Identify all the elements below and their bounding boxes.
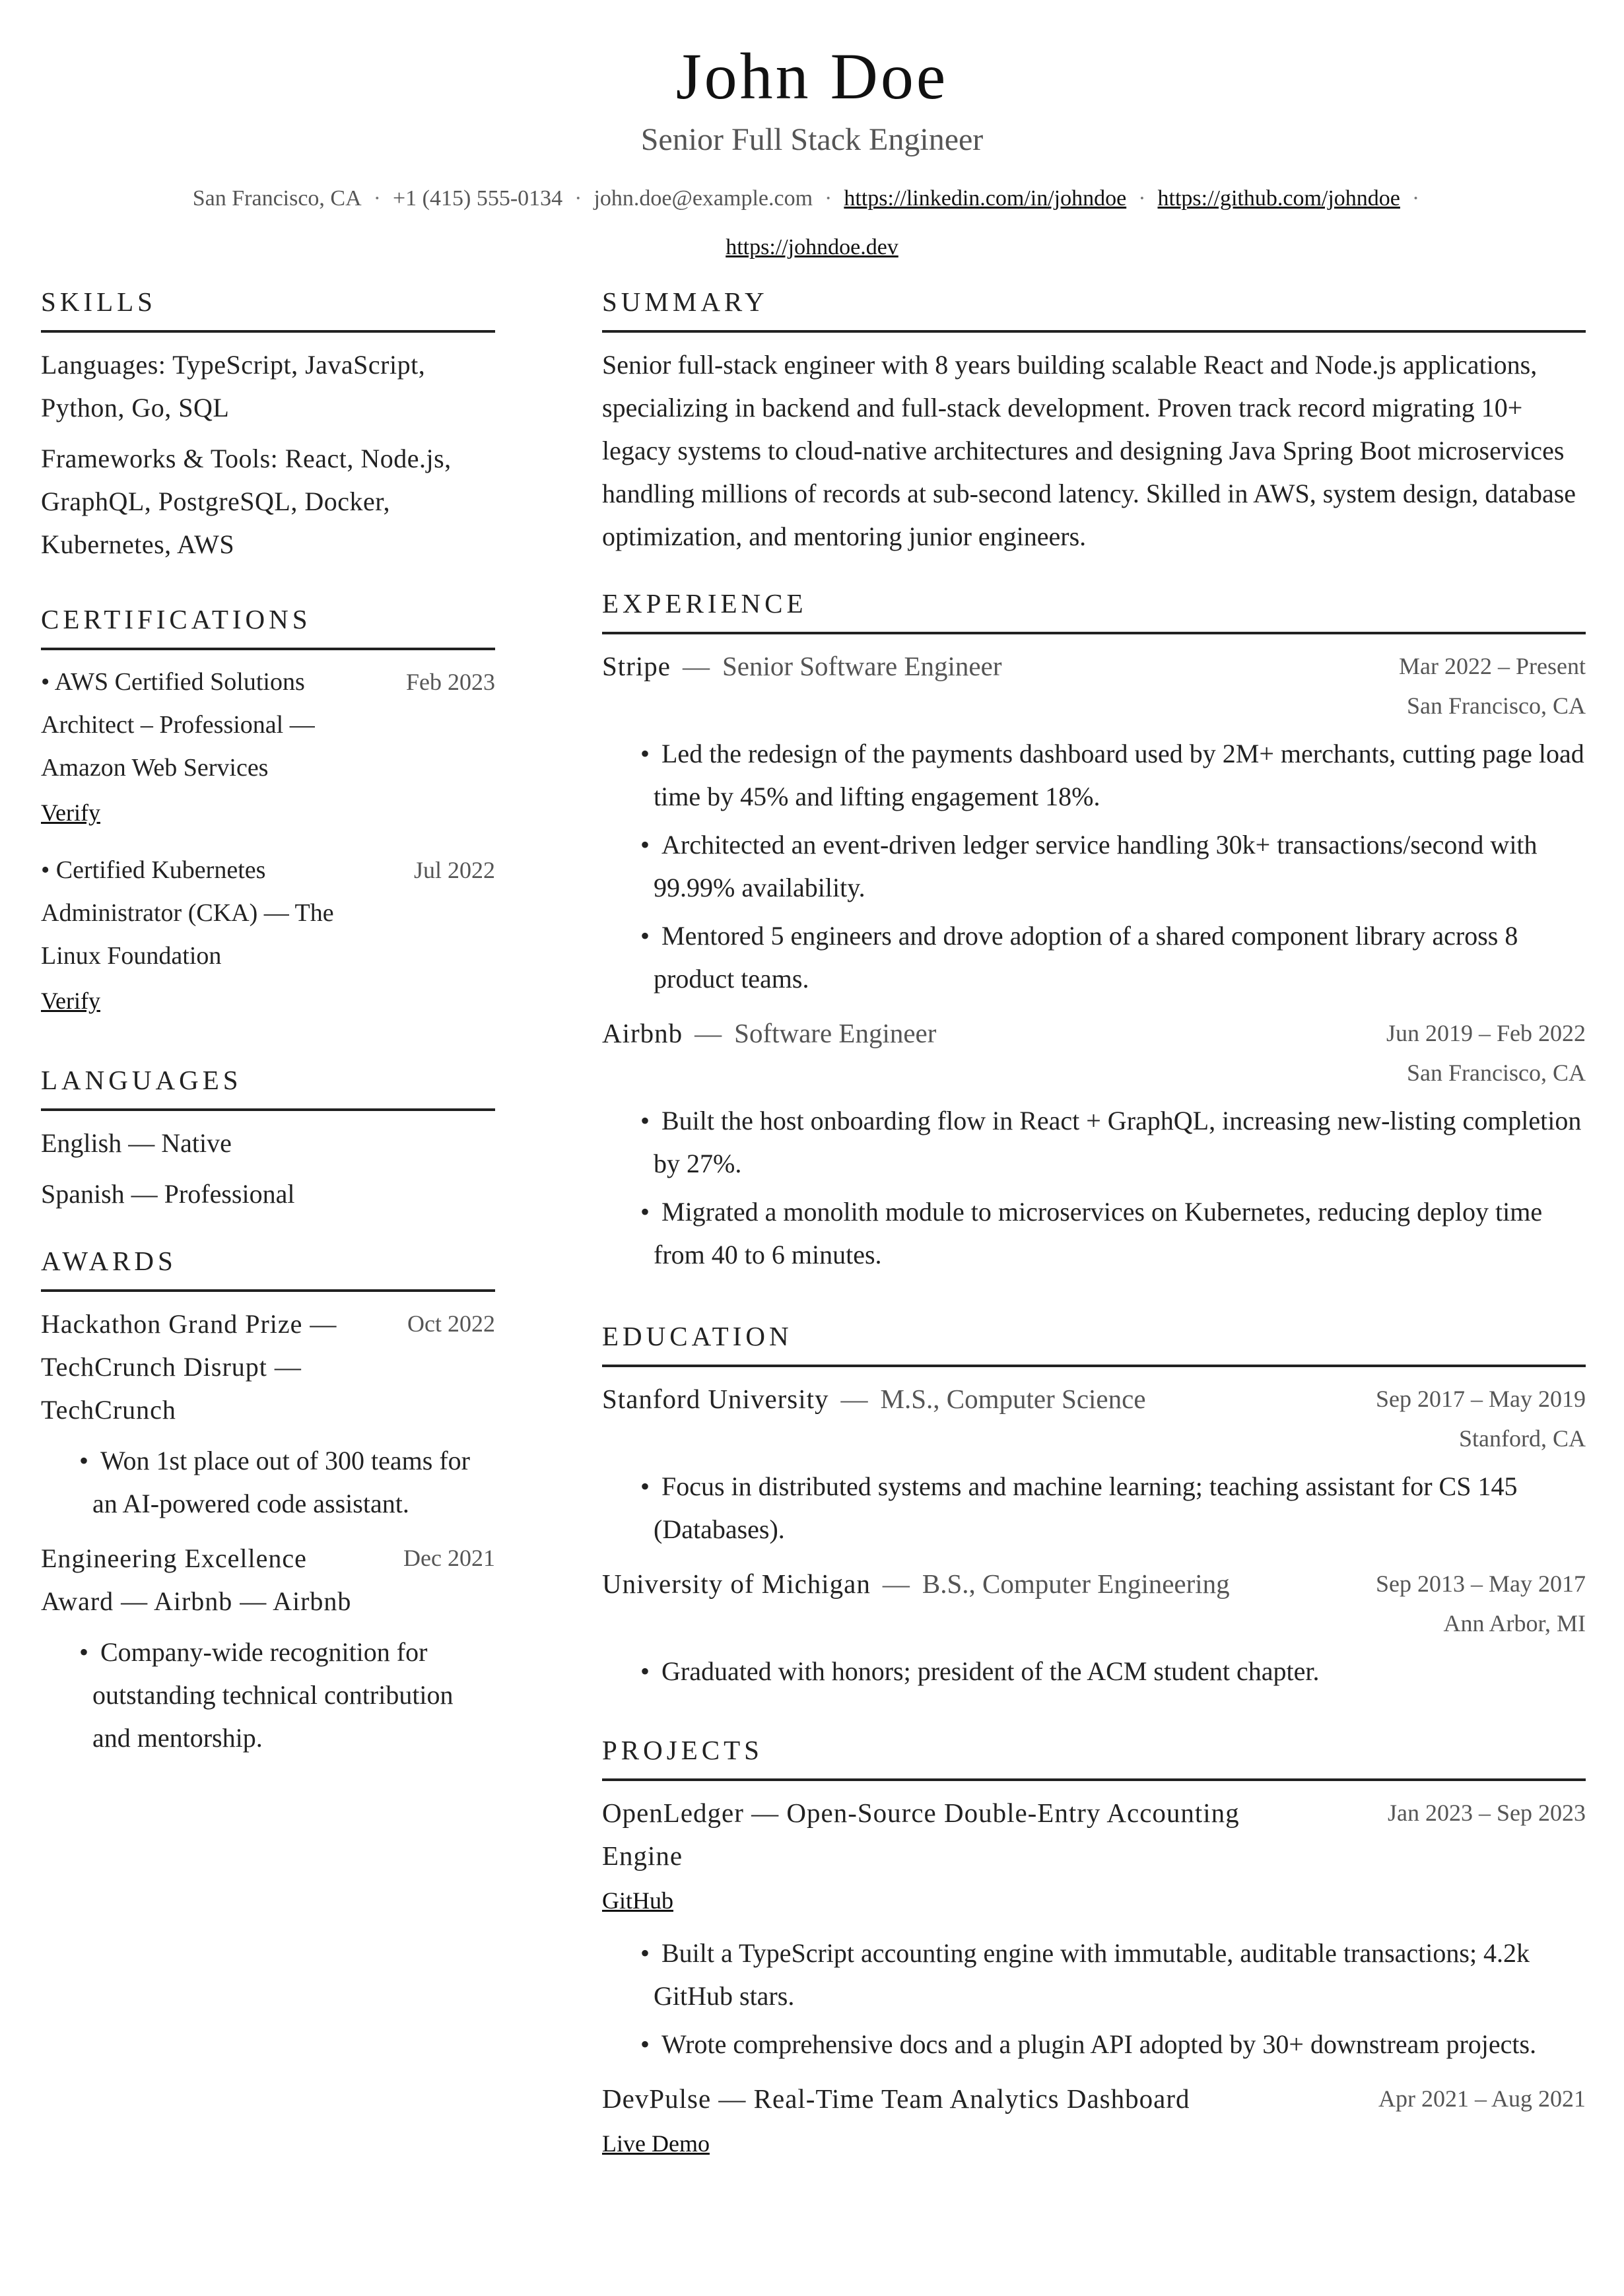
dash: — bbox=[682, 651, 710, 681]
certification-date: Jul 2022 bbox=[413, 857, 495, 883]
section-rule bbox=[41, 1108, 495, 1111]
section-title-languages: LANGUAGES bbox=[41, 1065, 242, 1095]
verify-link[interactable]: Verify bbox=[41, 799, 100, 826]
language-item: English — Native bbox=[41, 1128, 232, 1158]
certifications-section bbox=[41, 600, 495, 1024]
section-title-education: EDUCATION bbox=[602, 1321, 793, 1351]
job-heading bbox=[602, 1012, 936, 1055]
resume-header bbox=[0, 37, 1624, 272]
section-rule bbox=[41, 330, 495, 333]
certification-date: Feb 2023 bbox=[406, 669, 495, 695]
separator: · bbox=[373, 186, 381, 211]
languages-section bbox=[41, 1061, 495, 1215]
award-bullet: • Company-wide recognition for outstanding technical contribution and mentorship. bbox=[73, 1631, 495, 1759]
education-heading bbox=[602, 1563, 1230, 1605]
award-item bbox=[41, 1302, 495, 1525]
project-name: DevPulse — Real-Time Team Analytics Dashboard bbox=[602, 2083, 1190, 2114]
job-bullet: • Built the host onboarding flow in React + GraphQL, increasing new-listing completion by 27%. bbox=[634, 1099, 1586, 1185]
award-date: Dec 2021 bbox=[403, 1545, 495, 1571]
verify-link[interactable]: Verify bbox=[41, 988, 100, 1014]
job-location: San Francisco, CA bbox=[1407, 692, 1586, 719]
job-location: San Francisco, CA bbox=[1407, 1060, 1586, 1086]
linkedin-link[interactable]: https://linkedin.com/in/johndoe bbox=[844, 186, 1127, 211]
section-rule bbox=[41, 1289, 495, 1292]
section-rule bbox=[602, 1365, 1586, 1367]
job-title: Senior Software Engineer bbox=[722, 651, 1002, 681]
job-bullet: • Migrated a monolith module to microservices on Kubernetes, reducing deploy time from 40 to 6 minutes. bbox=[634, 1190, 1586, 1276]
award-item bbox=[41, 1537, 495, 1759]
section-title-projects: PROJECTS bbox=[602, 1735, 763, 1765]
dash: — bbox=[694, 1018, 723, 1048]
live-demo-link[interactable]: Live Demo bbox=[602, 2130, 710, 2157]
section-title-skills: SKILLS bbox=[41, 287, 156, 317]
website-link[interactable]: https://johndoe.dev bbox=[726, 235, 898, 259]
candidate-name: John Doe bbox=[675, 40, 949, 113]
company-name: Airbnb bbox=[602, 1018, 683, 1048]
job-bullet: • Architected an event-driven ledger service handling 30k+ transactions/second with 99.99% availability. bbox=[634, 823, 1586, 909]
job-date: Mar 2022 – Present bbox=[1399, 653, 1586, 679]
education-section bbox=[602, 1317, 1586, 1693]
project-name: OpenLedger — Open-Source Double-Entry Accounting Engine bbox=[602, 1798, 1240, 1871]
contact-location: San Francisco, CA bbox=[192, 186, 362, 211]
project-bullet: • Built a TypeScript accounting engine with immutable, auditable transactions; 4.2k GitHub stars. bbox=[634, 1932, 1586, 2017]
education-heading bbox=[602, 1378, 1146, 1421]
separator: · bbox=[825, 186, 832, 211]
education-item bbox=[602, 1563, 1586, 1693]
right-column bbox=[602, 283, 1586, 2178]
education-date: Sep 2013 – May 2017 bbox=[1376, 1570, 1586, 1597]
degree: B.S., Computer Engineering bbox=[922, 1569, 1230, 1599]
section-rule bbox=[602, 1778, 1586, 1781]
summary-text: Senior full-stack engineer with 8 years building scalable React and Node.js applications, specializing in backend and full-stack development. Proven track record migrating 10+ legacy systems to cloud-native architectures and designing Java Spring Boot microservices handling millions of records at sub-second latency. Skilled in AWS, system design, database optimization, and mentoring junior engineers. bbox=[602, 350, 1576, 551]
section-rule bbox=[602, 632, 1586, 634]
education-item bbox=[602, 1378, 1586, 1551]
award-name: Engineering Excellence Award — Airbnb — Airbnb bbox=[41, 1543, 352, 1616]
separator: · bbox=[574, 186, 582, 211]
school-name: Stanford University bbox=[602, 1384, 829, 1414]
project-item bbox=[602, 2077, 1586, 2167]
section-rule bbox=[41, 648, 495, 650]
education-bullet: • Focus in distributed systems and machine learning; teaching assistant for CS 145 (Databases). bbox=[634, 1465, 1586, 1551]
contact-phone: +1 (415) 555-0134 bbox=[393, 186, 563, 211]
award-bullet: • Won 1st place out of 300 teams for an AI-powered code assistant. bbox=[73, 1439, 495, 1525]
section-title-summary: SUMMARY bbox=[602, 287, 768, 317]
skill-languages: Languages: TypeScript, JavaScript, Python, Go, SQL bbox=[41, 350, 426, 422]
education-date: Sep 2017 – May 2019 bbox=[1376, 1386, 1586, 1412]
certification-name: • Certified Kubernetes Administrator (CKA) — The Linux Foundation bbox=[41, 856, 334, 970]
separator: · bbox=[1138, 186, 1146, 211]
education-location: Ann Arbor, MI bbox=[1443, 1610, 1586, 1637]
experience-item bbox=[602, 645, 1586, 1000]
job-heading bbox=[602, 645, 1001, 688]
candidate-role: Senior Full Stack Engineer bbox=[640, 122, 984, 157]
language-item: Spanish — Professional bbox=[41, 1179, 295, 1209]
job-bullet: • Mentored 5 engineers and drove adoption of a shared component library across 8 product teams. bbox=[634, 914, 1586, 1000]
dash: — bbox=[882, 1569, 910, 1599]
project-bullet: • Wrote comprehensive docs and a plugin API adopted by 30+ downstream projects. bbox=[634, 2023, 1586, 2066]
certification-item bbox=[41, 661, 495, 836]
projects-section bbox=[602, 1731, 1586, 2167]
section-title-certifications: CERTIFICATIONS bbox=[41, 604, 312, 634]
project-date: Jan 2023 – Sep 2023 bbox=[1388, 1800, 1586, 1826]
separator: · bbox=[1411, 186, 1420, 211]
job-title: Software Engineer bbox=[734, 1018, 937, 1048]
school-name: University of Michigan bbox=[602, 1569, 871, 1599]
certification-item bbox=[41, 849, 495, 1024]
skills-section bbox=[41, 283, 495, 566]
project-date: Apr 2021 – Aug 2021 bbox=[1378, 2085, 1586, 2112]
award-date: Oct 2022 bbox=[407, 1310, 495, 1337]
project-item bbox=[602, 1792, 1586, 2066]
education-location: Stanford, CA bbox=[1459, 1425, 1586, 1452]
award-name: Hackathon Grand Prize — TechCrunch Disrupt — TechCrunch bbox=[41, 1309, 337, 1425]
section-title-experience: EXPERIENCE bbox=[602, 588, 807, 619]
awards-section bbox=[41, 1242, 495, 1759]
dash: — bbox=[840, 1384, 869, 1414]
left-column bbox=[41, 283, 495, 1771]
degree: M.S., Computer Science bbox=[880, 1384, 1146, 1414]
summary-section bbox=[602, 283, 1586, 558]
section-title-awards: AWARDS bbox=[41, 1246, 177, 1276]
education-bullet: • Graduated with honors; president of the ACM student chapter. bbox=[634, 1650, 1586, 1693]
github-link[interactable]: https://github.com/johndoe bbox=[1157, 186, 1400, 211]
company-name: Stripe bbox=[602, 651, 671, 681]
experience-item bbox=[602, 1012, 1586, 1276]
experience-section bbox=[602, 584, 1586, 1276]
skill-frameworks: Frameworks & Tools: React, Node.js, GraphQL, PostgreSQL, Docker, Kubernetes, AWS bbox=[41, 444, 452, 559]
github-project-link[interactable]: GitHub bbox=[602, 1887, 673, 1914]
job-date: Jun 2019 – Feb 2022 bbox=[1386, 1020, 1586, 1046]
job-bullet: • Led the redesign of the payments dashboard used by 2M+ merchants, cutting page load time by 45% and lifting engagement 18%. bbox=[634, 732, 1586, 818]
contact-line bbox=[53, 174, 1571, 272]
contact-email: john.doe@example.com bbox=[593, 186, 813, 211]
certification-name: • AWS Certified Solutions Architect – Professional — Amazon Web Services bbox=[41, 668, 315, 782]
section-rule bbox=[602, 330, 1586, 333]
